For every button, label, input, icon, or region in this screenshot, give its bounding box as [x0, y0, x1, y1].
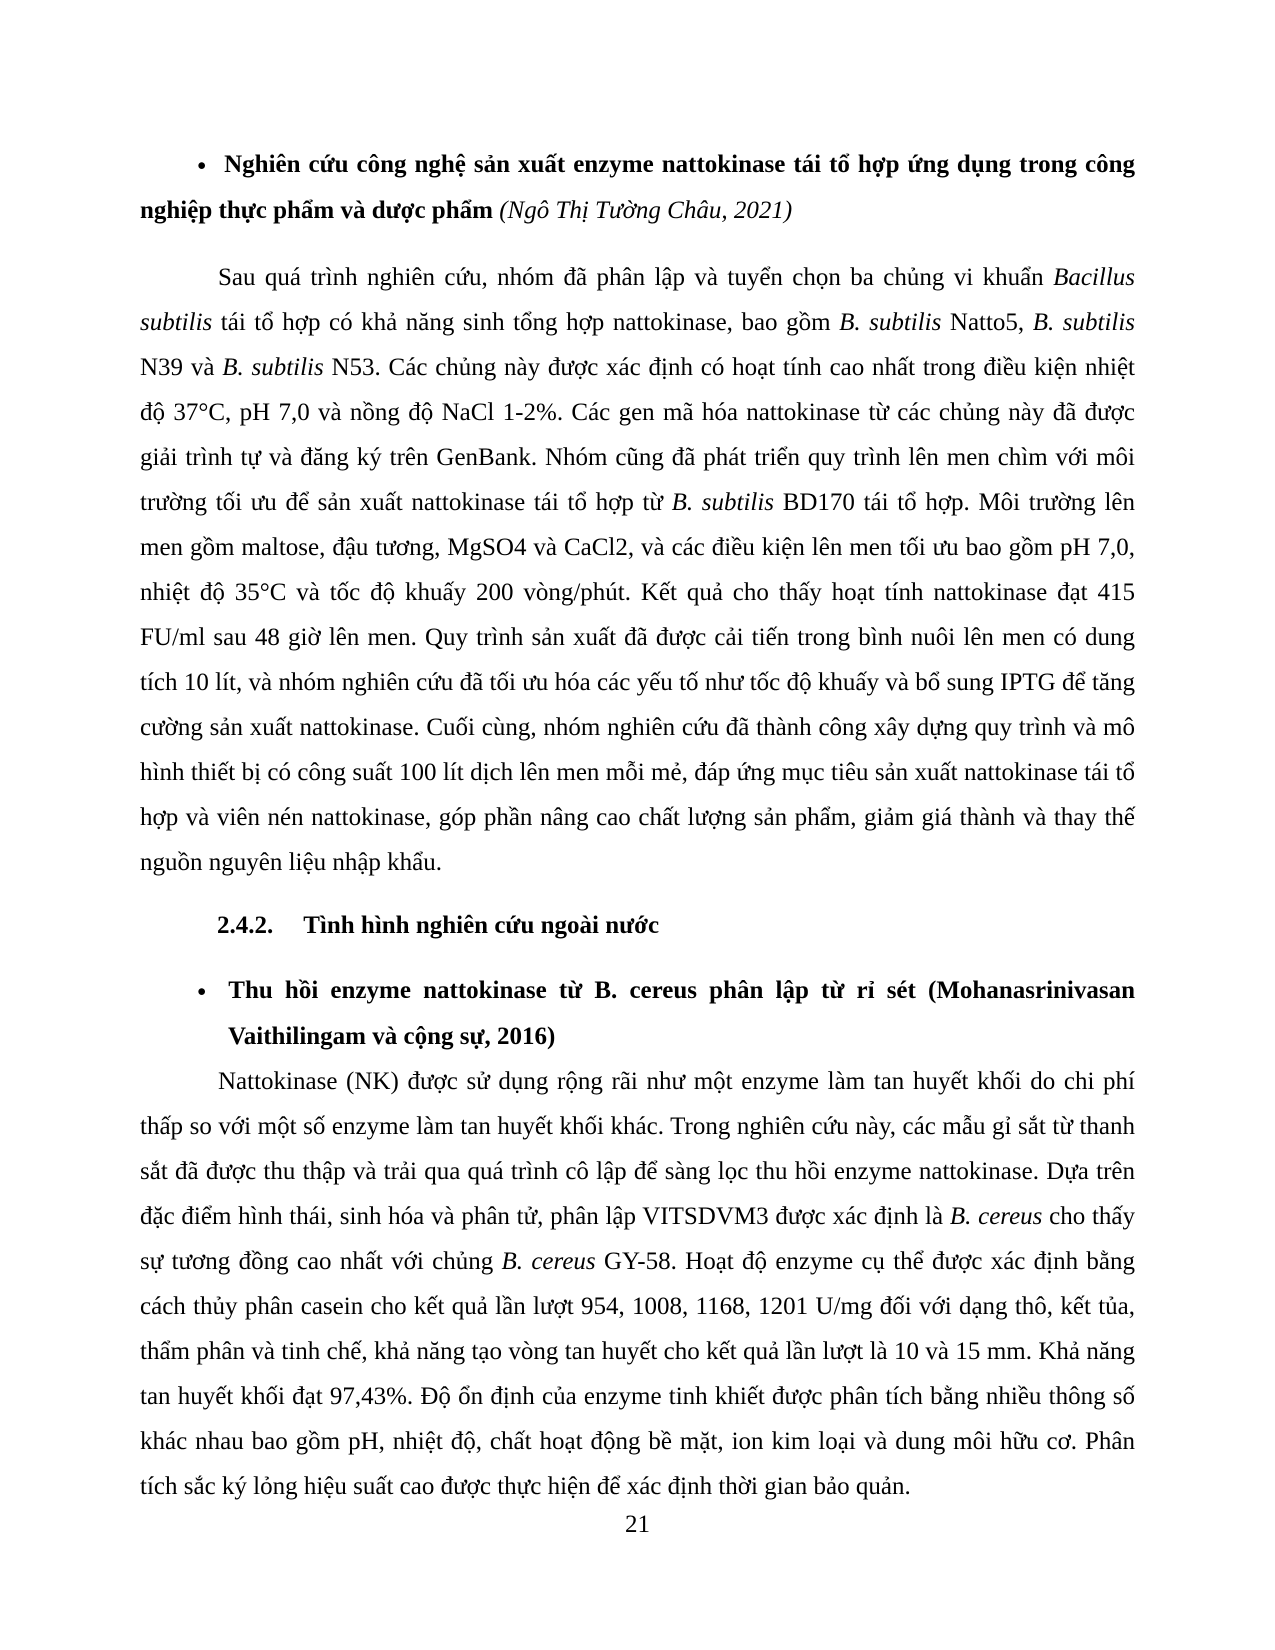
section-number: 2.4.2.: [217, 912, 274, 940]
text-run: N39 và: [140, 354, 223, 382]
text-run: Nghiên cứu công nghệ sản xuất enzyme nattokinase tái tổ hợp ứng dụng trong công nghiệp thực phẩm và dược phẩm: [140, 151, 1135, 225]
text-run: B. subtilis: [671, 489, 775, 517]
research-topic-1-summary: [140, 255, 1135, 885]
text-run: B. subtilis: [222, 354, 324, 382]
text-run: Bacillus subtilis: [140, 264, 1135, 337]
text-run: BD170 tái tổ hợp. Môi trường lên men gồm maltose, đậu tương, MgSO4 và CaCl2, và các điều kiện lên men tối ưu bao gồm pH 7,0, nhiệt độ 35°C và tốc độ khuấy 200 vòng/phút. Kết quả cho thấy hoạt tính nattokinase đạt 415 FU/ml sau 48 giờ lên men. Quy trình sản xuất đã được cải tiến trong bình nuôi lên men có dung tích 10 lít, và nhóm nghiên cứu đã tối ưu hóa các yếu tố như tốc độ khuấy và bổ sung IPTG để tăng cường sản xuất nattokinase. Cuối cùng, nhóm nghiên cứu đã thành công xây dựng quy trình và mô hình thiết bị có công suất 100 lít dịch lên men mỗi mẻ, đáp ứng mục tiêu sản xuất nattokinase tái tổ hợp và viên nén nattokinase, góp phần nâng cao chất lượng sản phẩm, giảm giá thành và thay thế nguồn nguyên liệu nhập khẩu.: [140, 489, 1136, 877]
bullet-icon: ●: [197, 157, 209, 175]
text-run: Natto5,: [941, 309, 1033, 337]
text-run: Thu hồi enzyme nattokinase từ B. cereus phân lập từ rỉ sét (Mohanasrinivasan Vaithilingam và cộng sự, 2016): [228, 977, 1135, 1051]
text-run: Sau quá trình nghiên cứu, nhóm đã phân lập và tuyển chọn ba chủng vi khuẩn: [218, 264, 1054, 292]
text-run: Nattokinase (NK) được sử dụng rộng rãi như một enzyme làm tan huyết khối do chi phí thấp so với một số enzyme làm tan huyết khối khác. Trong nghiên cứu này, các mẫu gỉ sắt từ thanh sắt đã được thu thập và trải qua quá trình cô lập để sàng lọc thu hồi enzyme nattokinase. Dựa trên đặc điểm hình thái, sinh hóa và phân tử, phân lập VITSDVM3 được xác định là: [140, 1068, 1135, 1231]
text-run: N53. Các chủng này được xác định có hoạt tính cao nhất trong điều kiện nhiệt độ 37°C, pH 7,0 và nồng độ NaCl 1-2%. Các gen mã hóa nattokinase từ các chủng này đã được giải trình tự và đăng ký trên GenBank. Nhóm cũng đã phát triển quy trình lên men chìm với môi trường tối ưu để sản xuất nattokinase tái tổ hợp từ: [140, 354, 1135, 517]
text-run: B. cereus: [501, 1248, 596, 1276]
research-topic-2-heading: [140, 968, 1135, 1059]
text-run: Tình hình nghiên cứu ngoài nước: [303, 912, 660, 940]
document-content: [140, 0, 1135, 1509]
research-topic-1-heading: [140, 142, 1135, 233]
section-2-4-2-heading: [140, 903, 1135, 948]
page-number: 21: [625, 1511, 650, 1538]
text-run: B. subtilis: [1032, 309, 1136, 337]
bullet-icon: ●: [197, 983, 213, 1001]
text-run: B. cereus: [949, 1203, 1043, 1231]
text-run: tái tổ hợp có khả năng sinh tổng hợp nattokinase, bao gồm: [212, 309, 840, 337]
text-run: (Ngô Thị Tường Châu, 2021): [499, 197, 793, 225]
text-run: cho thấy sự tương đồng cao nhất với chủng: [140, 1203, 1136, 1276]
text-run: B. subtilis: [839, 309, 942, 337]
text-run: GY-58. Hoạt độ enzyme cụ thể được xác định bằng cách thủy phân casein cho kết quả lần lượt 954, 1008, 1168, 1201 U/mg đối với dạng thô, kết tủa, thẩm phân và tinh chế, khả năng tạo vòng tan huyết cho kết quả lần lượt là 10 và 15 mm. Khả năng tan huyết khối đạt 97,43%. Độ ổn định của enzyme tinh khiết được phân tích bằng nhiều thông số khác nhau bao gồm pH, nhiệt độ, chất hoạt động bề mặt, ion kim loại và dung môi hữu cơ. Phân tích sắc ký lỏng hiệu suất cao được thực hiện để xác định thời gian bảo quản.: [140, 1248, 1136, 1501]
research-topic-2-summary: [140, 1059, 1135, 1509]
